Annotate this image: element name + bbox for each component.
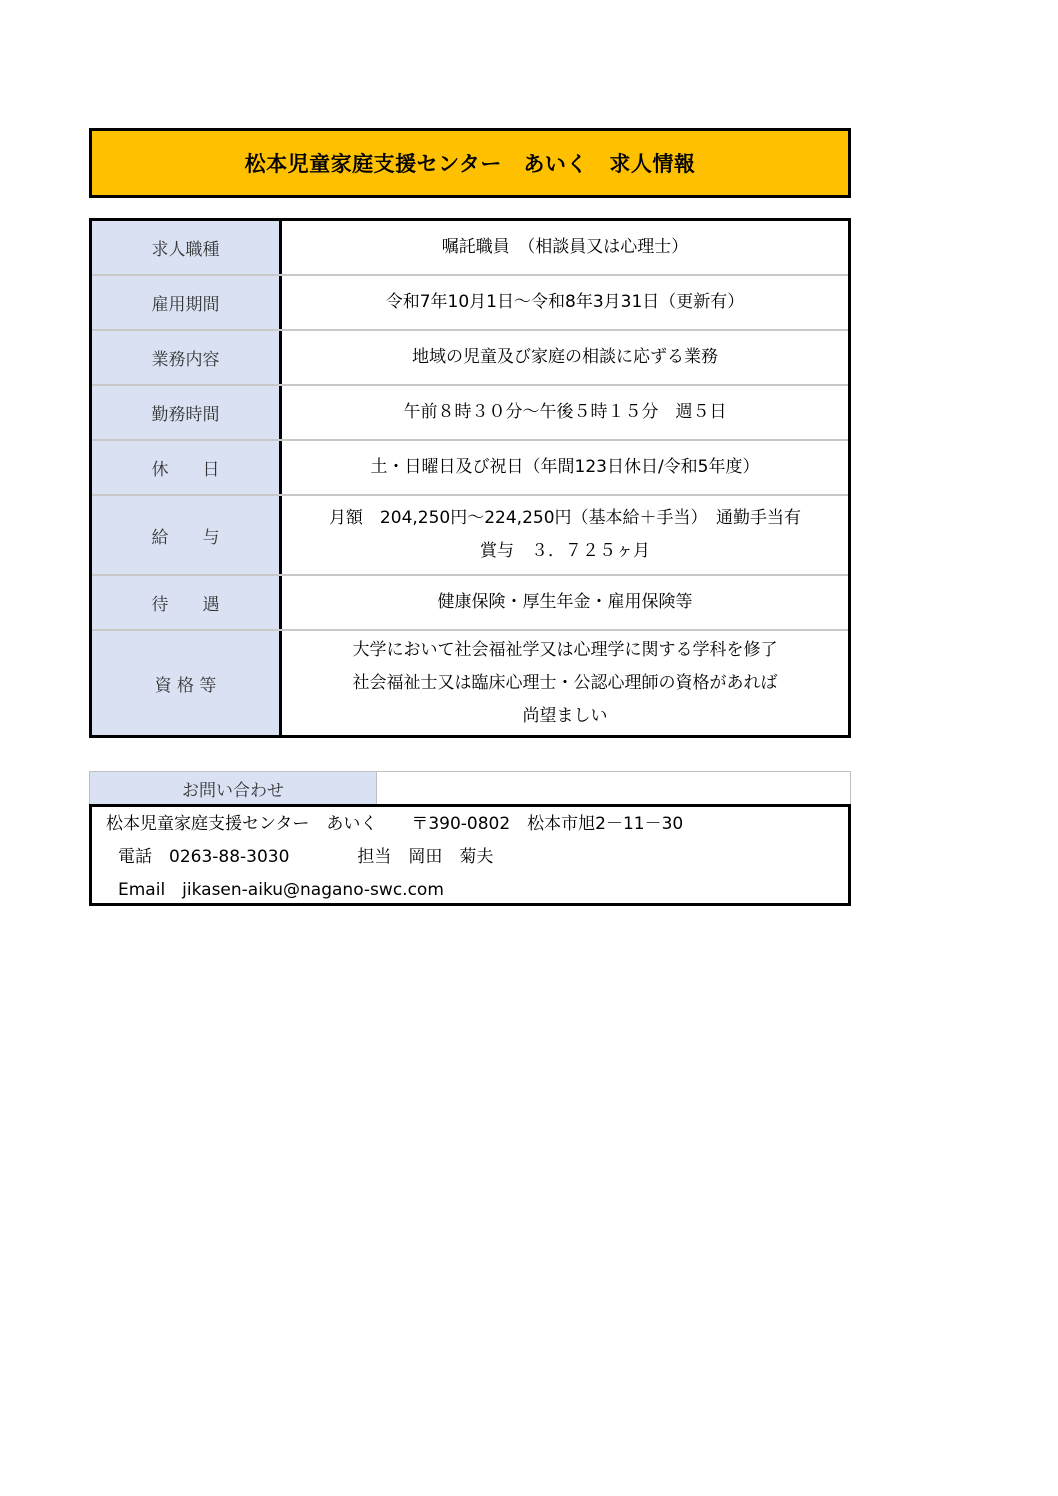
contact-header-empty — [377, 772, 850, 804]
contact-header-label: お問い合わせ — [90, 772, 377, 804]
table-row-benefits — [92, 576, 848, 631]
row-value-line: 大学において社会福祉学又は心理学に関する学科を修了 — [352, 639, 778, 660]
table-row-holidays — [92, 441, 848, 496]
row-value-line: 健康保険・厚生年金・雇用保険等 — [437, 592, 693, 612]
row-value-line: 土・日曜日及び祝日（年間123日休日/令和5年度） — [370, 457, 760, 477]
contact-header — [89, 771, 851, 804]
table-row-employment-period — [92, 276, 848, 331]
row-label: 給 与 — [92, 496, 282, 574]
row-value — [282, 576, 848, 629]
table-row-salary — [92, 496, 848, 576]
table-row-job-type — [92, 221, 848, 276]
row-label: 求人職種 — [92, 221, 282, 274]
job-info-table — [89, 218, 851, 738]
row-value — [282, 221, 848, 274]
row-value-line: 月額 204,250円～224,250円（基本給＋手当） 通勤手当有 — [328, 508, 802, 528]
row-value-line: 尚望ましい — [522, 705, 608, 726]
contact-address: 松本児童家庭支援センター あいく 〒390-0802 松本市旭2－11－30 — [106, 814, 684, 834]
row-value-line: 社会福祉士又は臨床心理士・公認心理師の資格があれば — [352, 672, 778, 693]
table-row-duties — [92, 331, 848, 386]
contact-phone: 電話 0263-88-3030 担当 岡田 菊夫 — [118, 847, 494, 867]
row-label: 業務内容 — [92, 331, 282, 384]
row-value — [282, 496, 848, 574]
row-label: 雇用期間 — [92, 276, 282, 329]
contact-box — [89, 804, 851, 906]
row-label: 休 日 — [92, 441, 282, 494]
row-label: 待 遇 — [92, 576, 282, 629]
row-value-line: 令和7年10月1日～令和8年3月31日（更新有） — [385, 292, 745, 312]
row-value — [282, 386, 848, 439]
row-value-line: 午前８時３０分～午後５時１５分 週５日 — [403, 402, 727, 422]
contact-email: Email jikasen-aiku@nagano-swc.com — [118, 880, 444, 900]
row-value — [282, 441, 848, 494]
row-label: 資 格 等 — [92, 631, 282, 735]
page-title: 松本児童家庭支援センター あいく 求人情報 — [89, 128, 851, 198]
row-label: 勤務時間 — [92, 386, 282, 439]
row-value — [282, 631, 848, 735]
table-row-working-hours — [92, 386, 848, 441]
row-value — [282, 331, 848, 384]
row-value-line: 地域の児童及び家庭の相談に応ずる業務 — [412, 347, 718, 367]
row-value — [282, 276, 848, 329]
table-row-qualifications — [92, 631, 848, 735]
row-value-line: 嘱託職員 （相談員又は心理士） — [441, 237, 689, 257]
row-value-line: 賞与 ３．７２５ヶ月 — [480, 541, 650, 561]
